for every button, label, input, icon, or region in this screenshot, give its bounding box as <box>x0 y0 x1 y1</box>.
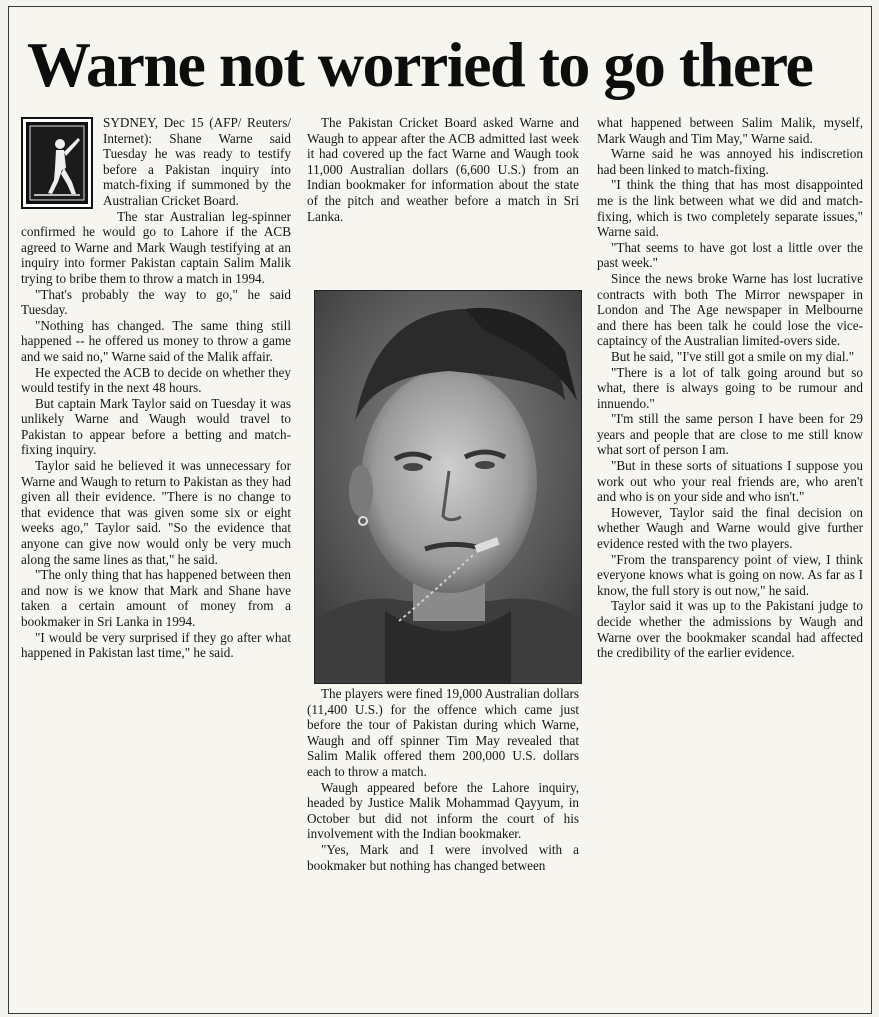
cricket-batsman-icon <box>21 117 93 209</box>
article-paragraph: But captain Mark Taylor said on Tuesday it was unlikely Warne and Waugh would travel to Pakistan to appear before a betting and match-fixing inquiry. <box>21 395 291 458</box>
article-paragraph: The players were fined 19,000 Australian dollars (11,400 U.S.) for the offence which came just before the tour of Pakistan during which Warne, Waugh and off spinner Tim May revealed that Salim Malik offered them 200,000 U.S. dollars each to throw a match. <box>307 686 579 779</box>
article-paragraph: "That's probably the way to go," he said Tuesday. <box>21 286 291 318</box>
article-column-2-continued <box>307 686 579 873</box>
article-paragraph: "The only thing that has happened between then and now is we know that Mark and Shane have taken a certain amount of money from a bookmaker in Sri Lanka in 1994. <box>21 567 291 629</box>
article-paragraph: The Pakistan Cricket Board asked Warne and Waugh to appear after the ACB admitted last week it had covered up the fact Warne and Waugh took 11,000 Australian dollars (6,600 U.S.) from an Indian bookmaker for information about the state of the pitch and weather before a match in Sri Lanka. <box>307 115 579 224</box>
article-column-3 <box>597 115 863 661</box>
newspaper-clipping <box>8 6 872 1014</box>
article-paragraph: "Nothing has changed. The same thing still happened -- he offered us money to throw a game and we said no," Warne said of the Malik affair. <box>21 317 291 364</box>
article-paragraph: Warne said he was annoyed his indiscretion had been linked to match-fixing. <box>597 146 863 177</box>
article-paragraph: what happened between Salim Malik, myself, Mark Waugh and Tim May," Warne said. <box>597 115 863 146</box>
portrait-photo <box>314 290 582 684</box>
article-column-1 <box>21 115 291 661</box>
article-paragraph: He expected the ACB to decide on whether they would testify in the next 48 hours. <box>21 364 291 396</box>
article-paragraph: However, Taylor said the final decision on whether Waugh and Warne would give further evidence rested with the two players. <box>597 504 863 552</box>
article-paragraph: But he said, "I've still got a smile on my dial." <box>611 348 855 364</box>
article-paragraph: SYDNEY, Dec 15 (AFP/ Reuters/ Internet): Shane Warne said Tuesday he was ready to testify before a Pakistan inquiry into match-fixing if summoned by the Australian Cricket Board. <box>103 115 291 208</box>
article-paragraph: "I think the thing that has most disappointed me is the link between what we did and match-fixing, which is two completely separate issues," Warne said. <box>597 177 863 240</box>
article-paragraph: "Yes, Mark and I were involved with a bookmaker but nothing has changed between <box>307 841 579 873</box>
article-paragraph: "But in these sorts of situations I suppose you work out who your real friends are, who aren't and who is on your side and who isn't." <box>597 458 863 505</box>
article-paragraph: Taylor said he believed it was unnecessary for Warne and Waugh to return to Pakistan as they had given all their evidence. "There is no change to that evidence that was given some six or eight weeks ago," Taylor said. "So the evidence that anyone can give now would only be very much along the same lines as that," he said. <box>21 458 291 567</box>
article-column-2 <box>307 115 579 224</box>
article-paragraph: "That seems to have got lost a little over the past week." <box>597 239 863 271</box>
article-paragraph: The star Australian leg-spinner confirmed he would go to Lahore if the ACB agreed to Warne and Mark Waugh testifying at an inquiry into former Pakistan captain Salim Malik trying to bribe them to throw a match in 1994. <box>21 208 291 286</box>
article-paragraph: "There is a lot of talk going around but so what, there is always going to be rumour and innuendo." <box>597 364 863 411</box>
article-paragraph: Waugh appeared before the Lahore inquiry, headed by Justice Malik Mohammad Qayyum, in October but did not inform the court of his involvement with the Indian bookmaker. <box>307 779 579 842</box>
headline: Warne not worried to go there <box>27 29 813 100</box>
article-paragraph: "I would be very surprised if they go after what happened in Pakistan last time," he said. <box>21 629 291 661</box>
article-paragraph: "From the transparency point of view, I think everyone knows what is going on now. As far as I know, the full story is out now," he said. <box>597 551 863 598</box>
article-paragraph: Taylor said it was up to the Pakistani judge to decide whether the admissions by Waugh and Warne over the bookmaker scandal had affected the credibility of the earlier evidence. <box>597 598 863 661</box>
article-paragraph: Since the news broke Warne has lost lucrative contracts with both The Mirror newspaper in London and The Age newspaper in Melbourne and there has been talk he could lose the vice-captaincy of the Australian limited-overs side. <box>597 270 863 349</box>
article-paragraph: "I'm still the same person I have been for 29 years and people that are close to me still know what sort of person I am. <box>597 411 863 458</box>
